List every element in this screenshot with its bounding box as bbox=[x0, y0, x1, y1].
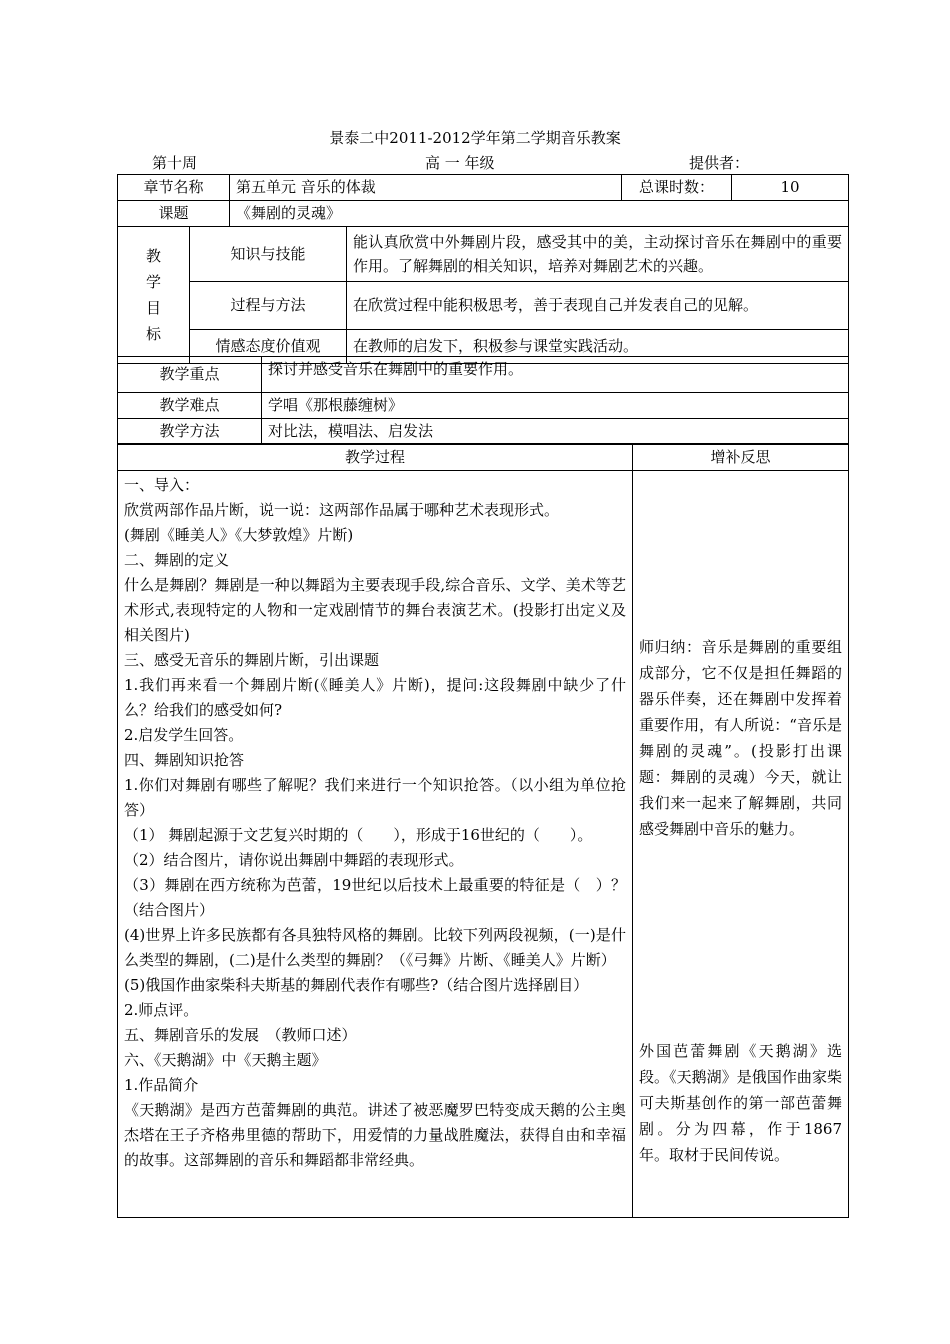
process-line: 五、舞剧音乐的发展 （教师口述） bbox=[124, 1026, 357, 1044]
reflection-content bbox=[633, 471, 849, 1218]
reflection-note: 外国芭蕾舞剧《天鹅湖》选段。《天鹅湖》是俄国作曲家柴可夫斯基创作的第一部芭蕾舞剧。分为四幕，作于1867年。取材于民间传说。 bbox=[639, 1042, 842, 1164]
process-line: (4)世界上许多民族都有各具独特风格的舞剧。比较下列两段视频，(一)是什么类型的舞剧，(二)是什么类型的舞剧？（《弓舞》片断、《睡美人》片断） bbox=[124, 926, 626, 969]
chapter-value: 第五单元 音乐的体裁 bbox=[230, 175, 622, 201]
process-line: 1.作品简介 bbox=[124, 1076, 199, 1094]
week-label: 第十周 bbox=[152, 154, 198, 172]
key-points-table bbox=[117, 356, 849, 445]
process-method-value: 在欣赏过程中能积极思考，善于表现自己并发表自己的见解。 bbox=[347, 282, 849, 330]
knowledge-label: 知识与技能 bbox=[190, 227, 347, 282]
process-line: (舞剧《睡美人》《大梦敦煌》片断) bbox=[124, 526, 354, 544]
difficulty-label: 教学难点 bbox=[118, 393, 262, 419]
method-label: 教学方法 bbox=[118, 419, 262, 445]
goal-char: 教 bbox=[145, 247, 161, 265]
topic-label: 课题 bbox=[118, 201, 230, 227]
difficulty-value: 学唱《那根藤缠树》 bbox=[262, 393, 849, 419]
knowledge-value: 能认真欣赏中外舞剧片段，感受其中的美，主动探讨音乐在舞剧中的重要作用。了解舞剧的相关知识，培养对舞剧艺术的兴趣。 bbox=[347, 227, 849, 282]
process-line: 二、舞剧的定义 bbox=[124, 551, 230, 569]
goal-char: 学 bbox=[145, 273, 161, 291]
process-line: 欣赏两部作品片断，说一说：这两部作品属于哪种艺术表现形式。 bbox=[124, 501, 560, 519]
process-line: 一、导入： bbox=[124, 476, 200, 494]
process-method-label: 过程与方法 bbox=[190, 282, 347, 330]
focus-value: 探讨并感受音乐在舞剧中的重要作用。 bbox=[262, 357, 849, 393]
process-line: （2）结合图片，请你说出舞剧中舞蹈的表现形式。 bbox=[124, 851, 464, 869]
teaching-goals-label bbox=[118, 227, 190, 364]
chapter-label: 章节名称 bbox=[118, 175, 230, 201]
goal-char: 标 bbox=[145, 325, 161, 343]
process-line: （3）舞剧在西方统称为芭蕾，19世纪以后技术上最重要的特征是（ ）？ （结合图片） bbox=[124, 876, 642, 919]
topic-value: 《舞剧的灵魂》 bbox=[230, 201, 849, 227]
method-value: 对比法，模唱法、启发法 bbox=[262, 419, 849, 445]
lesson-info-table bbox=[117, 174, 849, 364]
emotion-value: 在教师的启发下，积极参与课堂实践活动。 bbox=[347, 330, 849, 364]
emotion-label: 情感态度价值观 bbox=[190, 330, 347, 364]
provider-label: 提供者： bbox=[689, 154, 750, 172]
process-line: 六、《天鹅湖》中《天鹅主题》 bbox=[124, 1051, 327, 1069]
process-line: 2.启发学生回答。 bbox=[124, 726, 244, 744]
process-line: 《天鹅湖》是西方芭蕾舞剧的典范。讲述了被恶魔罗巴特变成天鹅的公主奥杰塔在王子齐格弗里德的帮助下，用爱情的力量战胜魔法，获得自由和幸福的故事。这部舞剧的音乐和舞蹈都非常经典。 bbox=[124, 1101, 626, 1169]
reflection-note: 师归纳：音乐是舞剧的重要组成部分，它不仅是担任舞蹈的器乐伴奏，还在舞剧中发挥着重要作用，有人所说：“音乐是舞剧的灵魂”。(投影打出课题：舞剧的灵魂）今天，就让我们来一起来了解舞剧，共同感受舞剧中音乐的魅力。 bbox=[639, 638, 842, 838]
document-title: 景泰二中2011-2012学年第二学期音乐教案 bbox=[329, 129, 621, 147]
process-header: 教学过程 bbox=[118, 444, 633, 471]
process-line: (5)俄国作曲家柴科夫斯基的舞剧代表作有哪些?（结合图片选择剧目） bbox=[124, 976, 589, 994]
process-line: 1.你们对舞剧有哪些了解呢？我们来进行一个知识抢答。（以小组为单位抢答） bbox=[124, 776, 626, 819]
focus-label: 教学重点 bbox=[118, 357, 262, 393]
process-line: 三、感受无音乐的舞剧片断，引出课题 bbox=[124, 651, 380, 669]
process-content bbox=[118, 471, 642, 1218]
total-hours-value: 10 bbox=[732, 175, 849, 201]
reflect-header: 增补反思 bbox=[633, 444, 849, 471]
process-line: 什么是舞剧？舞剧是一种以舞蹈为主要表现手段,综合音乐、文学、美术等艺术形式,表现特定的人物和一定戏剧情节的舞台表演艺术。(投影打出定义及相关图片) bbox=[124, 576, 626, 644]
total-hours-label: 总课时数： bbox=[622, 175, 732, 201]
grade-label: 高 一 年级 bbox=[425, 154, 495, 172]
process-line: 1.我们再来看一个舞剧片断(《睡美人》片断)，提问:这段舞剧中缺少了什么？给我们的感受如何? bbox=[124, 676, 626, 719]
process-line: 四、舞剧知识抢答 bbox=[124, 751, 245, 769]
goal-char: 目 bbox=[145, 299, 161, 317]
process-line: 2.师点评。 bbox=[124, 1001, 199, 1019]
teaching-process-table bbox=[117, 443, 849, 1218]
process-line: （1） 舞剧起源于文艺复兴时期的（ ），形成于16世纪的（ ）。 bbox=[124, 826, 593, 844]
